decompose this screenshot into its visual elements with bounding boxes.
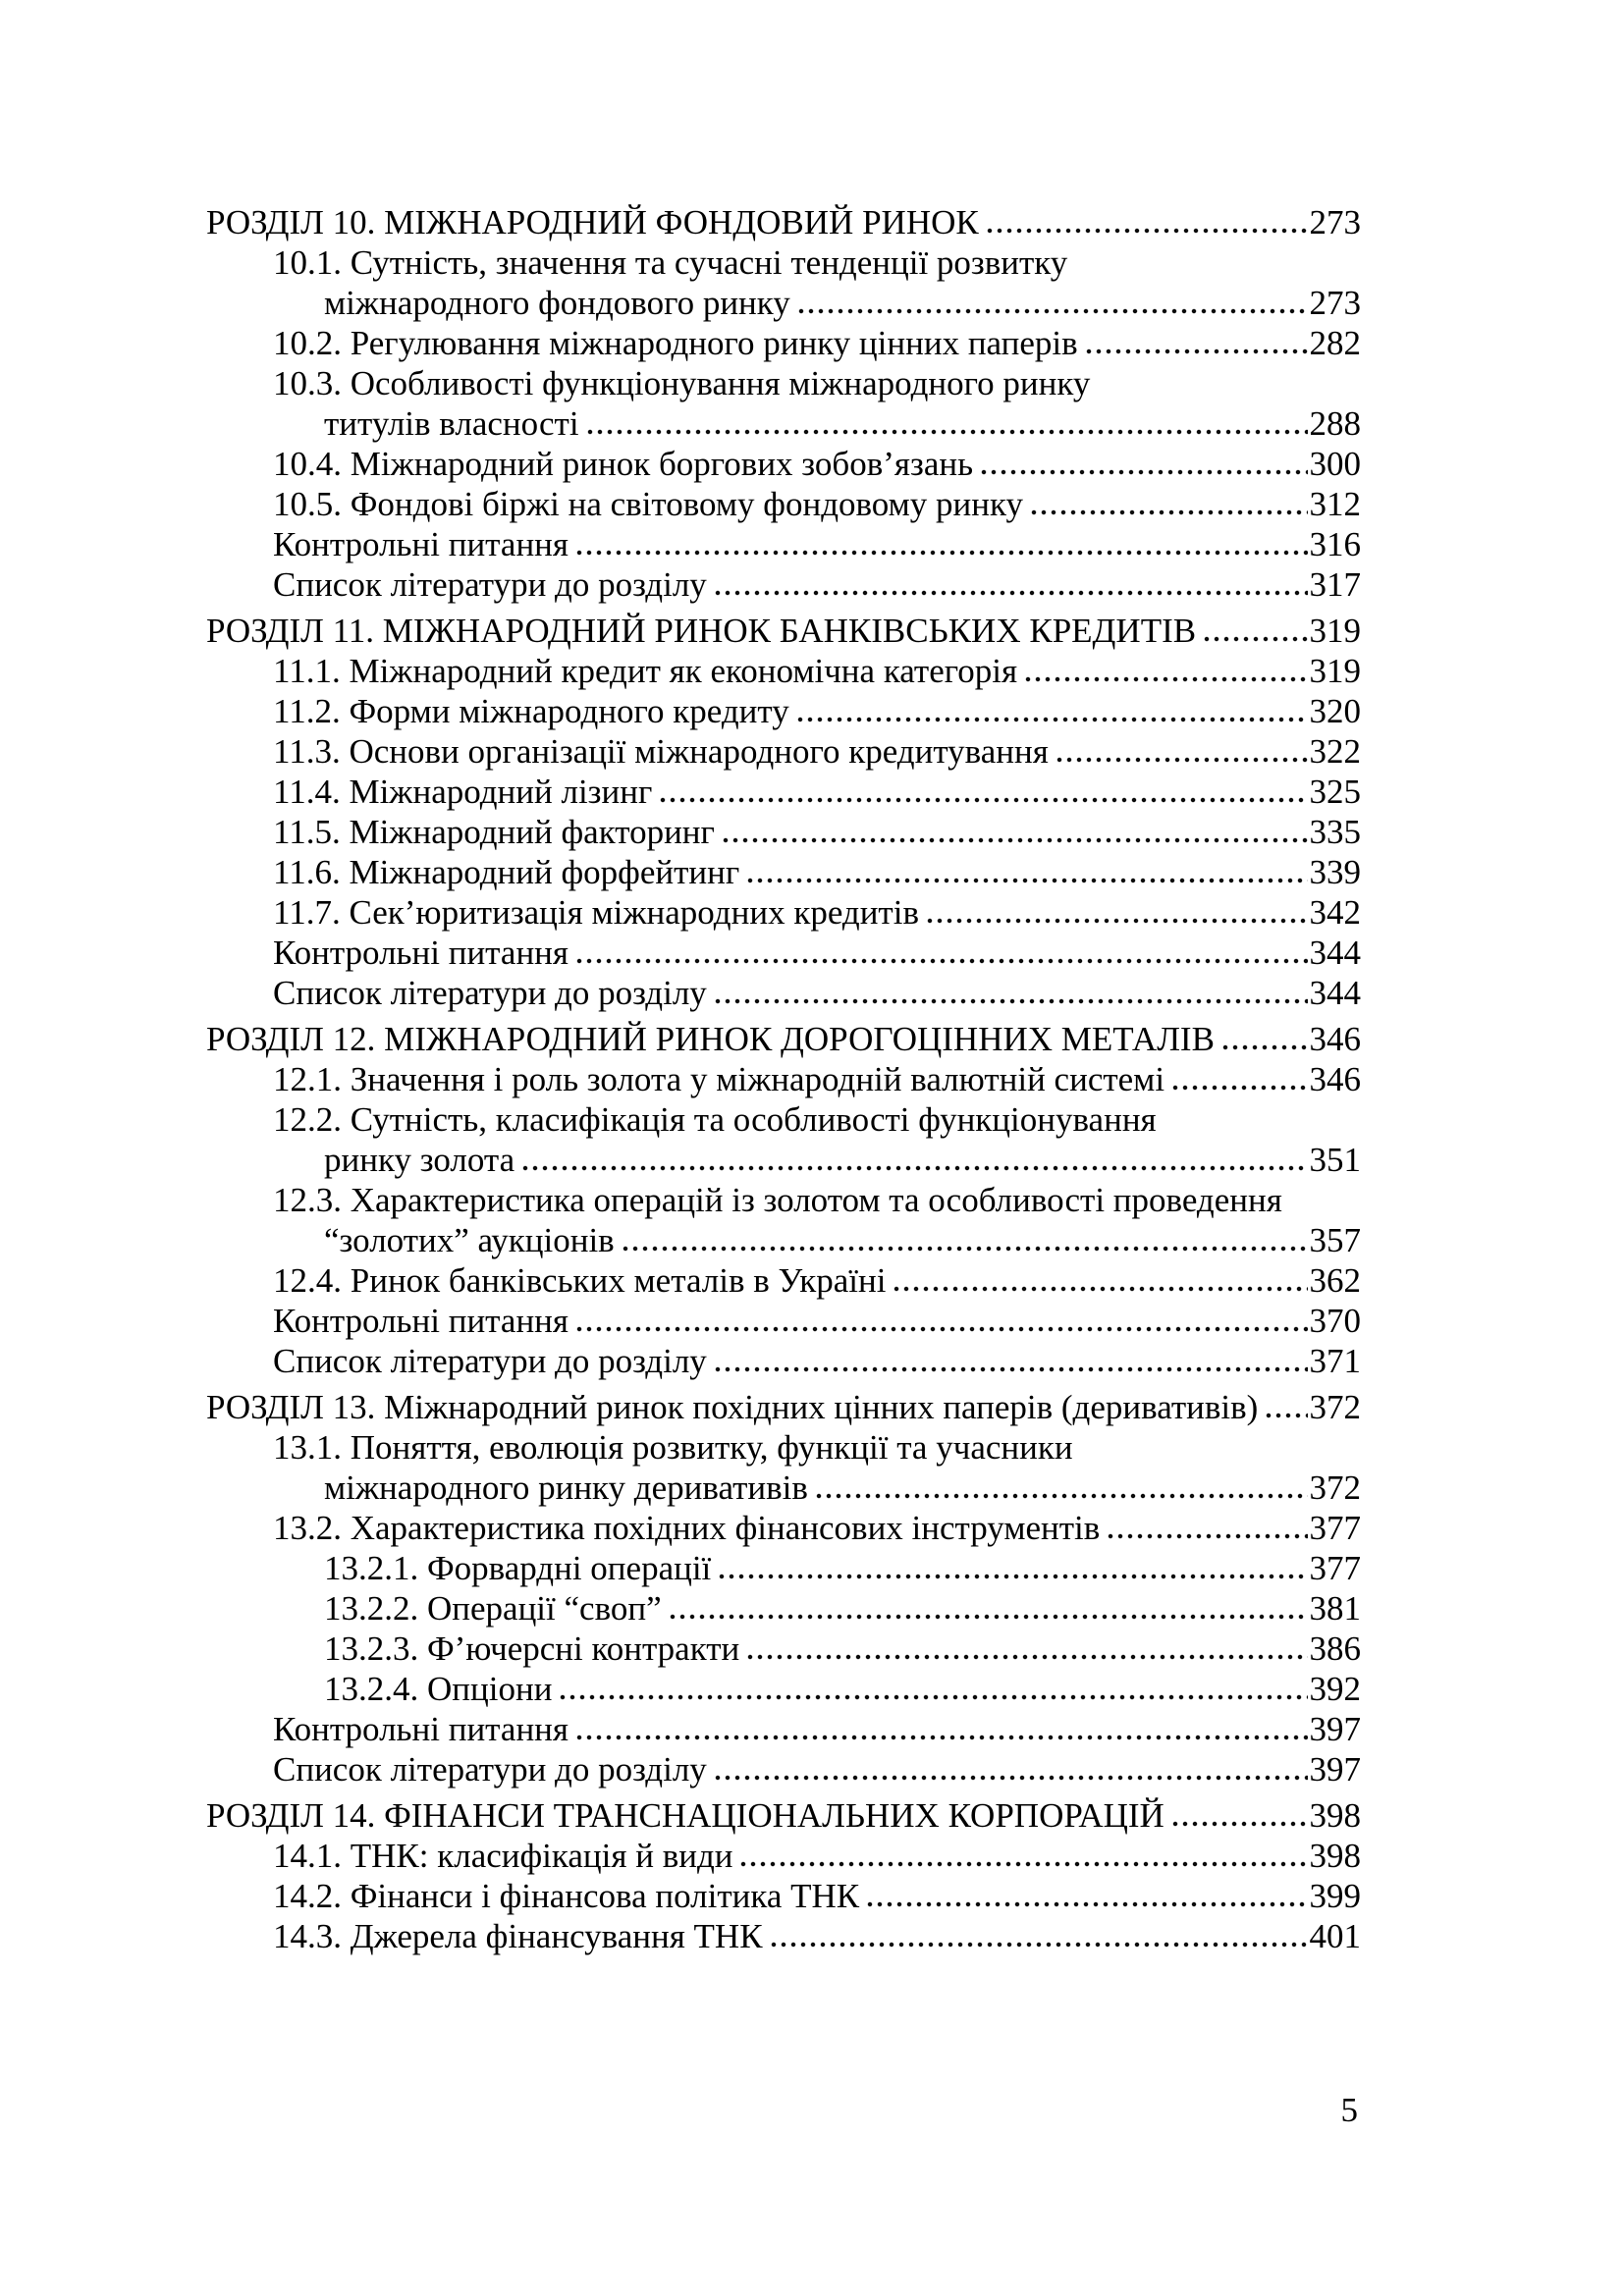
toc-entry-text: титулів власності (324, 404, 579, 443)
toc-entry (206, 1180, 1361, 1220)
toc-entry-text: 11.4. Міжнародний лізинг (273, 773, 653, 811)
toc-leader-dots (925, 892, 1308, 933)
toc-entry (206, 242, 1361, 283)
toc-entry (206, 852, 1361, 892)
page-number: 5 (1340, 2091, 1358, 2129)
toc-entry (206, 1548, 1361, 1588)
toc-leader-dots (1170, 1059, 1307, 1099)
toc-entry (206, 1140, 1361, 1180)
toc-entry (206, 1508, 1361, 1548)
toc-leader-dots (585, 403, 1308, 444)
toc-entry (206, 1629, 1361, 1669)
toc-entry-page-number: 320 (1309, 692, 1361, 730)
toc-entry-text: міжнародного фондового ринку (324, 284, 790, 322)
toc-entry (206, 202, 1361, 242)
toc-leader-dots (1264, 1387, 1307, 1427)
toc-leader-dots (713, 1341, 1308, 1381)
toc-entry-text: 14.2. Фінанси і фінансова політика ТНК (273, 1877, 860, 1915)
toc-entry (206, 403, 1361, 444)
toc-leader-dots (668, 1588, 1308, 1629)
toc-entry (206, 1749, 1361, 1789)
toc-entry-text: 10.5. Фондові біржі на світовому фондовому ринку (273, 485, 1023, 523)
toc-entry-page-number: 335 (1309, 813, 1361, 851)
toc-entry (206, 444, 1361, 484)
toc-entry-text: 13.2. Характеристика похідних фінансових інструментів (273, 1509, 1101, 1547)
toc-leader-dots (713, 1749, 1308, 1789)
toc-leader-dots (713, 973, 1308, 1013)
toc-entry (206, 1059, 1361, 1099)
toc-entry-page-number: 288 (1309, 404, 1361, 443)
toc-entry-text: РОЗДІЛ 13. Міжнародний ринок похідних цінних паперів (деривативів) (206, 1388, 1259, 1426)
toc-entry (206, 1669, 1361, 1709)
toc-entry-page-number: 362 (1309, 1261, 1361, 1300)
toc-entry (206, 564, 1361, 605)
toc-entry-text: 10.4. Міжнародний ринок боргових зобов’язань (273, 445, 974, 483)
toc-entry (206, 1220, 1361, 1260)
toc-entry-page-number: 370 (1309, 1302, 1361, 1340)
toc-entry-page-number: 273 (1309, 203, 1361, 241)
toc-entry (206, 1099, 1361, 1140)
toc-entry (206, 1019, 1361, 1059)
toc-leader-dots (520, 1140, 1307, 1180)
toc-entry-text: 11.7. Сек’юритизація міжнародних кредитів (273, 893, 919, 932)
toc-entry (206, 484, 1361, 524)
toc-entry-text: 14.3. Джерела фінансування ТНК (273, 1917, 763, 1955)
toc-entry-text: 10.2. Регулювання міжнародного ринку цінних паперів (273, 324, 1078, 362)
toc-entry (206, 1301, 1361, 1341)
toc-entry-text: 12.1. Значення і роль золота у міжнародній валютній системі (273, 1060, 1165, 1098)
toc-entry-page-number: 344 (1309, 974, 1361, 1012)
toc-leader-dots (1170, 1795, 1308, 1836)
toc-entry (206, 691, 1361, 731)
toc-entry-text: 11.5. Міжнародний факторинг (273, 813, 715, 851)
toc-entry (206, 973, 1361, 1013)
toc-entry-text: Контрольні питання (273, 1710, 569, 1748)
toc-leader-dots (1106, 1508, 1307, 1548)
toc-entry-text: Контрольні питання (273, 934, 569, 972)
toc-leader-dots (721, 812, 1308, 852)
toc-entry (206, 812, 1361, 852)
toc-entry-page-number: 399 (1309, 1877, 1361, 1915)
toc-entry (206, 323, 1361, 363)
toc-entry-page-number: 342 (1309, 893, 1361, 932)
toc-entry (206, 1795, 1361, 1836)
toc-entry (206, 1468, 1361, 1508)
toc-entry-page-number: 312 (1309, 485, 1361, 523)
toc-leader-dots (717, 1548, 1307, 1588)
toc-leader-dots (1029, 484, 1308, 524)
toc-entry-page-number: 346 (1309, 1020, 1361, 1058)
toc-entry-page-number: 381 (1309, 1589, 1361, 1628)
toc-entry-text: 12.4. Ринок банківських металів в Україні (273, 1261, 887, 1300)
toc-entry-page-number: 319 (1309, 652, 1361, 690)
table-of-contents (206, 202, 1361, 1956)
toc-entry-text: міжнародного ринку деривативів (324, 1468, 808, 1507)
toc-leader-dots (1084, 323, 1308, 363)
toc-entry (206, 651, 1361, 691)
toc-entry-page-number: 357 (1309, 1221, 1361, 1259)
toc-entry-text: РОЗДІЛ 12. МІЖНАРОДНИЙ РИНОК ДОРОГОЦІННИХ МЕТАЛІВ (206, 1020, 1215, 1058)
toc-leader-dots (574, 933, 1307, 973)
toc-leader-dots (574, 1301, 1307, 1341)
toc-entry (206, 1836, 1361, 1876)
toc-entry-page-number: 351 (1309, 1141, 1361, 1179)
toc-entry-page-number: 401 (1309, 1917, 1361, 1955)
toc-entry (206, 1916, 1361, 1956)
toc-entry (206, 772, 1361, 812)
toc-entry-page-number: 273 (1309, 284, 1361, 322)
toc-entry-text: 12.2. Сутність, класифікація та особливості функціонування (273, 1100, 1157, 1139)
toc-entry (206, 933, 1361, 973)
toc-entry-page-number: 398 (1309, 1837, 1361, 1875)
toc-leader-dots (865, 1876, 1307, 1916)
toc-entry-text: Контрольні питання (273, 525, 569, 563)
toc-leader-dots (713, 564, 1308, 605)
toc-entry-page-number: 316 (1309, 525, 1361, 563)
toc-entry-text: “золотих” аукціонів (324, 1221, 615, 1259)
toc-leader-dots (892, 1260, 1307, 1301)
toc-entry (206, 283, 1361, 323)
toc-leader-dots (745, 1629, 1307, 1669)
toc-entry-page-number: 377 (1309, 1549, 1361, 1587)
toc-entry-page-number: 282 (1309, 324, 1361, 362)
toc-leader-dots (979, 444, 1307, 484)
toc-entry-page-number: 392 (1309, 1670, 1361, 1708)
toc-leader-dots (658, 772, 1307, 812)
toc-leader-dots (574, 1709, 1307, 1749)
toc-entry-text: 10.1. Сутність, значення та сучасні тенденції розвитку (273, 243, 1068, 282)
toc-entry-page-number: 339 (1309, 853, 1361, 891)
toc-entry-page-number: 372 (1309, 1388, 1361, 1426)
toc-leader-dots (621, 1220, 1308, 1260)
toc-entry-text: ринку золота (324, 1141, 515, 1179)
toc-entry-page-number: 322 (1309, 732, 1361, 771)
toc-entry-page-number: 300 (1309, 445, 1361, 483)
toc-entry-text: 13.1. Поняття, еволюція розвитку, функції та учасники (273, 1428, 1073, 1467)
toc-entry-text: Список літератури до розділу (273, 1750, 707, 1789)
toc-entry (206, 1588, 1361, 1629)
toc-entry-page-number: 377 (1309, 1509, 1361, 1547)
toc-entry (206, 1709, 1361, 1749)
toc-leader-dots (1055, 731, 1308, 772)
toc-leader-dots (558, 1669, 1307, 1709)
toc-entry (206, 1387, 1361, 1427)
toc-entry-page-number: 325 (1309, 773, 1361, 811)
toc-entry-text: 11.1. Міжнародний кредит як економічна категорія (273, 652, 1018, 690)
toc-leader-dots (745, 852, 1307, 892)
toc-entry (206, 731, 1361, 772)
toc-leader-dots (985, 202, 1308, 242)
toc-entry (206, 892, 1361, 933)
toc-leader-dots (1202, 611, 1307, 651)
toc-entry-text: 13.2.1. Форвардні операції (324, 1549, 712, 1587)
toc-entry-text: 13.2.2. Операції “своп” (324, 1589, 662, 1628)
toc-entry-text: РОЗДІЛ 10. МІЖНАРОДНИЙ ФОНДОВИЙ РИНОК (206, 203, 979, 241)
toc-entry-text: 13.2.3. Ф’ючерсні контракти (324, 1629, 740, 1668)
toc-entry-text: РОЗДІЛ 11. МІЖНАРОДНИЙ РИНОК БАНКІВСЬКИХ КРЕДИТІВ (206, 612, 1197, 650)
toc-entry-text: 12.3. Характеристика операцій із золотом та особливості проведення (273, 1181, 1282, 1219)
toc-entry-text: Список літератури до розділу (273, 974, 707, 1012)
toc-leader-dots (738, 1836, 1307, 1876)
toc-entry-text: 11.3. Основи організації міжнародного кредитування (273, 732, 1049, 771)
toc-entry (206, 1260, 1361, 1301)
toc-leader-dots (795, 691, 1308, 731)
toc-entry-page-number: 371 (1309, 1342, 1361, 1380)
toc-entry-text: 11.6. Міжнародний форфейтинг (273, 853, 740, 891)
toc-entry-text: РОЗДІЛ 14. ФІНАНСИ ТРАНСНАЦІОНАЛЬНИХ КОРПОРАЦІЙ (206, 1796, 1164, 1835)
toc-leader-dots (796, 283, 1308, 323)
toc-entry (206, 363, 1361, 403)
toc-entry (206, 524, 1361, 564)
toc-entry (206, 611, 1361, 651)
toc-entry-page-number: 344 (1309, 934, 1361, 972)
toc-leader-dots (814, 1468, 1308, 1508)
toc-entry-page-number: 398 (1309, 1796, 1361, 1835)
toc-entry-page-number: 319 (1309, 612, 1361, 650)
toc-entry-page-number: 317 (1309, 565, 1361, 604)
toc-entry-page-number: 372 (1309, 1468, 1361, 1507)
toc-leader-dots (574, 524, 1307, 564)
toc-entry-page-number: 346 (1309, 1060, 1361, 1098)
toc-entry-page-number: 386 (1309, 1629, 1361, 1668)
toc-entry-text: 13.2.4. Опціони (324, 1670, 553, 1708)
toc-entry (206, 1341, 1361, 1381)
toc-entry-page-number: 397 (1309, 1710, 1361, 1748)
toc-entry (206, 1427, 1361, 1468)
toc-entry-text: 14.1. ТНК: класифікація й види (273, 1837, 733, 1875)
toc-leader-dots (1023, 651, 1307, 691)
toc-leader-dots (769, 1916, 1308, 1956)
toc-entry-text: Список літератури до розділу (273, 565, 707, 604)
toc-entry (206, 1876, 1361, 1916)
toc-entry-text: 10.3. Особливості функціонування міжнародного ринку (273, 364, 1091, 402)
toc-entry-text: Контрольні питання (273, 1302, 569, 1340)
toc-entry-page-number: 397 (1309, 1750, 1361, 1789)
toc-entry-text: 11.2. Форми міжнародного кредиту (273, 692, 789, 730)
toc-entry-text: Список літератури до розділу (273, 1342, 707, 1380)
toc-leader-dots (1220, 1019, 1308, 1059)
